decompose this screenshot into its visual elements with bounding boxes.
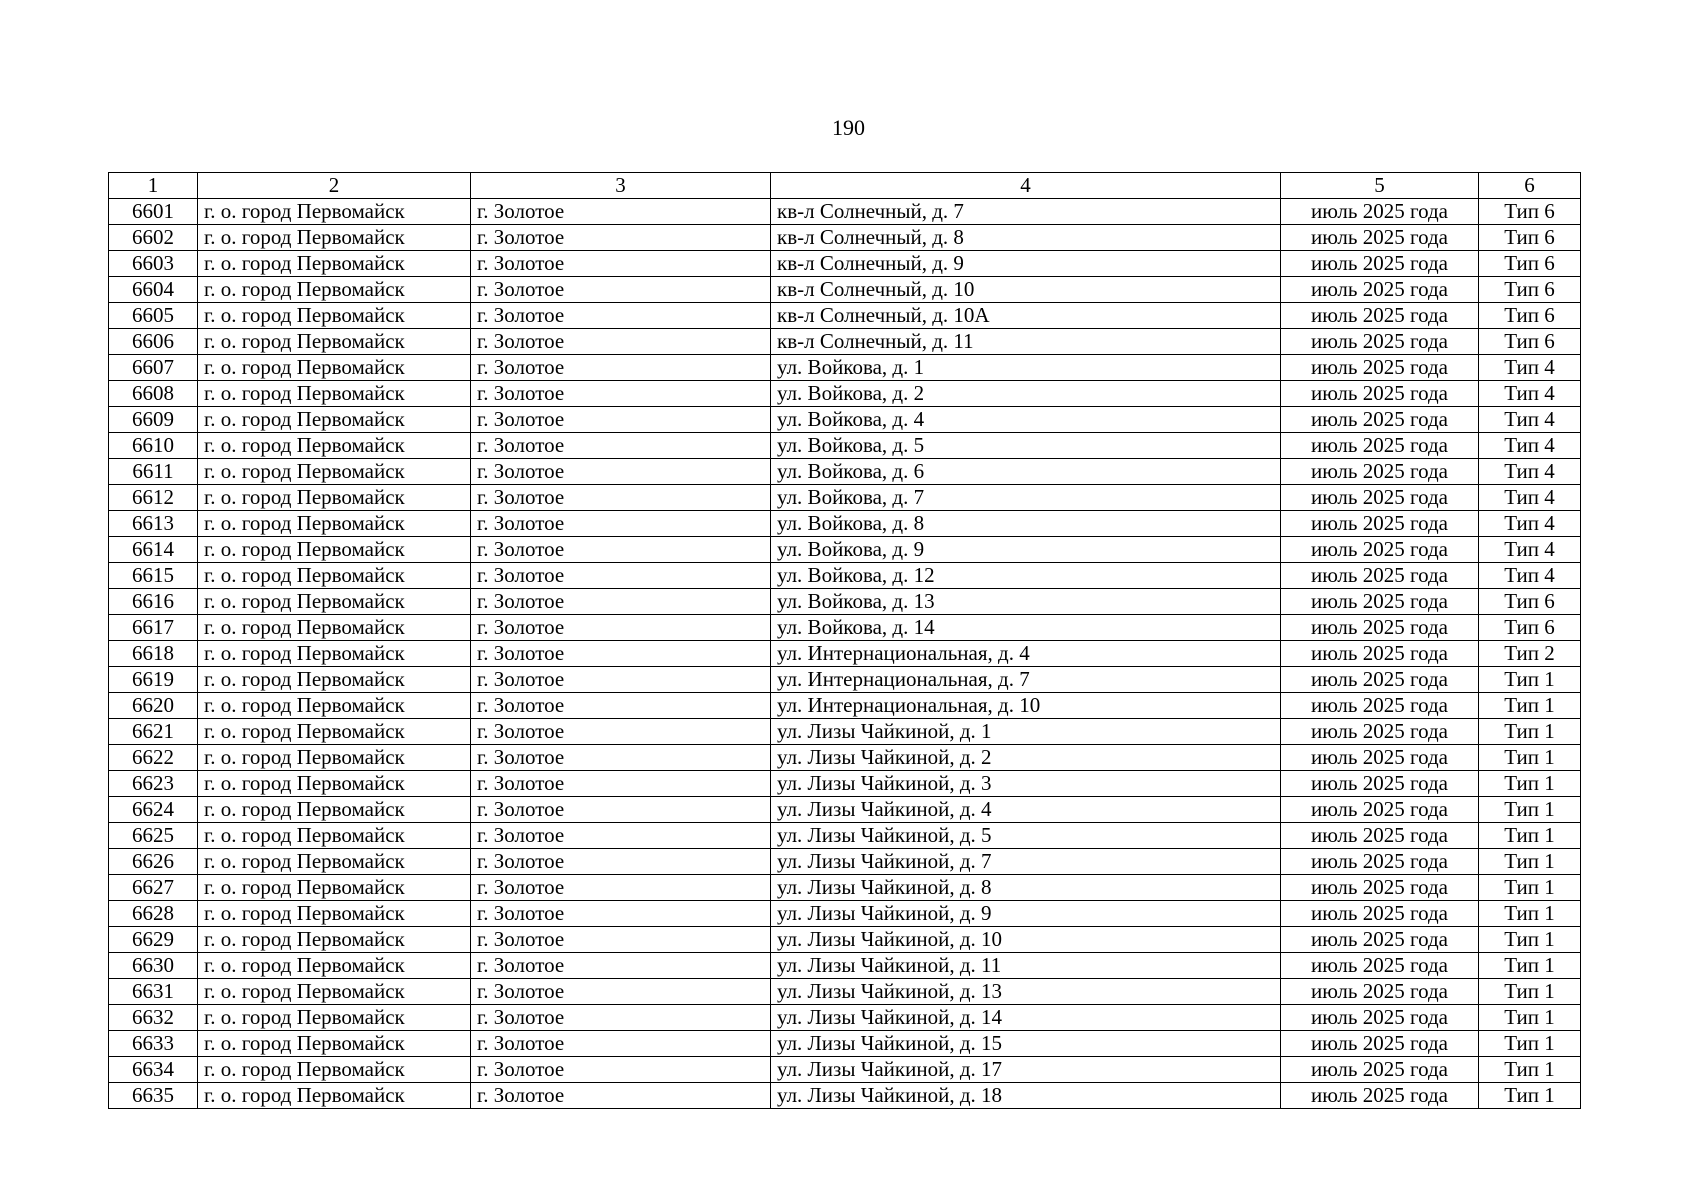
table-row: [109, 745, 1581, 771]
type-cell: Тип 1: [1479, 1031, 1581, 1057]
locality-cell: г. Золотое: [471, 953, 771, 979]
type-cell: Тип 4: [1479, 563, 1581, 589]
row-number: 6632: [109, 1005, 198, 1031]
address-cell: ул. Лизы Чайкиной, д. 13: [771, 979, 1281, 1005]
date-cell: июль 2025 года: [1281, 407, 1479, 433]
table-row: [109, 355, 1581, 381]
row-number: 6635: [109, 1083, 198, 1109]
locality-cell: г. Золотое: [471, 1031, 771, 1057]
locality-cell: г. Золотое: [471, 485, 771, 511]
row-number: 6604: [109, 277, 198, 303]
locality-cell: г. Золотое: [471, 251, 771, 277]
locality-cell: г. Золотое: [471, 797, 771, 823]
row-number: 6631: [109, 979, 198, 1005]
table-row: [109, 381, 1581, 407]
date-cell: июль 2025 года: [1281, 251, 1479, 277]
row-number: 6615: [109, 563, 198, 589]
type-cell: Тип 1: [1479, 979, 1581, 1005]
type-cell: Тип 6: [1479, 303, 1581, 329]
row-number: 6607: [109, 355, 198, 381]
locality-cell: г. Золотое: [471, 303, 771, 329]
table-row: [109, 407, 1581, 433]
municipality-cell: г. о. город Первомайск: [198, 511, 471, 537]
row-number: 6630: [109, 953, 198, 979]
locality-cell: г. Золотое: [471, 641, 771, 667]
type-cell: Тип 1: [1479, 745, 1581, 771]
address-cell: ул. Войкова, д. 2: [771, 381, 1281, 407]
date-cell: июль 2025 года: [1281, 823, 1479, 849]
municipality-cell: г. о. город Первомайск: [198, 979, 471, 1005]
row-number: 6610: [109, 433, 198, 459]
type-cell: Тип 2: [1479, 641, 1581, 667]
row-number: 6602: [109, 225, 198, 251]
locality-cell: г. Золотое: [471, 1005, 771, 1031]
municipality-cell: г. о. город Первомайск: [198, 251, 471, 277]
table-row: [109, 719, 1581, 745]
column-header-3: 3: [471, 173, 771, 199]
locality-cell: г. Золотое: [471, 199, 771, 225]
type-cell: Тип 6: [1479, 199, 1581, 225]
address-cell: кв-л Солнечный, д. 11: [771, 329, 1281, 355]
date-cell: июль 2025 года: [1281, 641, 1479, 667]
column-header-6: 6: [1479, 173, 1581, 199]
date-cell: июль 2025 года: [1281, 1057, 1479, 1083]
table-row: [109, 849, 1581, 875]
date-cell: июль 2025 года: [1281, 485, 1479, 511]
table-row: [109, 1057, 1581, 1083]
date-cell: июль 2025 года: [1281, 927, 1479, 953]
row-number: 6608: [109, 381, 198, 407]
address-cell: ул. Лизы Чайкиной, д. 9: [771, 901, 1281, 927]
municipality-cell: г. о. город Первомайск: [198, 225, 471, 251]
row-number: 6629: [109, 927, 198, 953]
address-cell: ул. Войкова, д. 9: [771, 537, 1281, 563]
municipality-cell: г. о. город Первомайск: [198, 589, 471, 615]
municipality-cell: г. о. город Первомайск: [198, 563, 471, 589]
date-cell: июль 2025 года: [1281, 459, 1479, 485]
municipality-cell: г. о. город Первомайск: [198, 1005, 471, 1031]
type-cell: Тип 6: [1479, 589, 1581, 615]
date-cell: июль 2025 года: [1281, 875, 1479, 901]
locality-cell: г. Золотое: [471, 407, 771, 433]
municipality-cell: г. о. город Первомайск: [198, 407, 471, 433]
address-cell: ул. Лизы Чайкиной, д. 18: [771, 1083, 1281, 1109]
locality-cell: г. Золотое: [471, 563, 771, 589]
municipality-cell: г. о. город Первомайск: [198, 615, 471, 641]
column-header-5: 5: [1281, 173, 1479, 199]
address-cell: ул. Лизы Чайкиной, д. 14: [771, 1005, 1281, 1031]
address-cell: ул. Войкова, д. 12: [771, 563, 1281, 589]
municipality-cell: г. о. город Первомайск: [198, 693, 471, 719]
municipality-cell: г. о. город Первомайск: [198, 459, 471, 485]
locality-cell: г. Золотое: [471, 1083, 771, 1109]
municipality-cell: г. о. город Первомайск: [198, 1057, 471, 1083]
type-cell: Тип 4: [1479, 355, 1581, 381]
address-cell: ул. Лизы Чайкиной, д. 8: [771, 875, 1281, 901]
locality-cell: г. Золотое: [471, 823, 771, 849]
municipality-cell: г. о. город Первомайск: [198, 381, 471, 407]
locality-cell: г. Золотое: [471, 381, 771, 407]
column-header-4: 4: [771, 173, 1281, 199]
locality-cell: г. Золотое: [471, 719, 771, 745]
locality-cell: г. Золотое: [471, 433, 771, 459]
row-number: 6609: [109, 407, 198, 433]
address-cell: кв-л Солнечный, д. 8: [771, 225, 1281, 251]
table-row: [109, 277, 1581, 303]
table-row: [109, 797, 1581, 823]
row-number: 6623: [109, 771, 198, 797]
type-cell: Тип 6: [1479, 329, 1581, 355]
date-cell: июль 2025 года: [1281, 719, 1479, 745]
table-row: [109, 537, 1581, 563]
municipality-cell: г. о. город Первомайск: [198, 771, 471, 797]
municipality-cell: г. о. город Первомайск: [198, 1031, 471, 1057]
table-row: [109, 1031, 1581, 1057]
row-number: 6627: [109, 875, 198, 901]
table-row: [109, 641, 1581, 667]
row-number: 6617: [109, 615, 198, 641]
municipality-cell: г. о. город Первомайск: [198, 927, 471, 953]
type-cell: Тип 6: [1479, 225, 1581, 251]
address-cell: ул. Войкова, д. 1: [771, 355, 1281, 381]
date-cell: июль 2025 года: [1281, 199, 1479, 225]
address-cell: ул. Лизы Чайкиной, д. 5: [771, 823, 1281, 849]
type-cell: Тип 4: [1479, 433, 1581, 459]
locality-cell: г. Золотое: [471, 875, 771, 901]
row-number: 6601: [109, 199, 198, 225]
table-row: [109, 901, 1581, 927]
header-row: [109, 173, 1581, 199]
type-cell: Тип 1: [1479, 953, 1581, 979]
table-row: [109, 927, 1581, 953]
locality-cell: г. Золотое: [471, 537, 771, 563]
date-cell: июль 2025 года: [1281, 615, 1479, 641]
date-cell: июль 2025 года: [1281, 329, 1479, 355]
municipality-cell: г. о. город Первомайск: [198, 875, 471, 901]
table-row: [109, 615, 1581, 641]
address-cell: ул. Войкова, д. 7: [771, 485, 1281, 511]
type-cell: Тип 1: [1479, 1005, 1581, 1031]
locality-cell: г. Золотое: [471, 849, 771, 875]
table-row: [109, 329, 1581, 355]
address-cell: кв-л Солнечный, д. 9: [771, 251, 1281, 277]
table-row: [109, 459, 1581, 485]
address-cell: ул. Лизы Чайкиной, д. 4: [771, 797, 1281, 823]
locality-cell: г. Золотое: [471, 355, 771, 381]
address-cell: ул. Войкова, д. 4: [771, 407, 1281, 433]
table-row: [109, 667, 1581, 693]
type-cell: Тип 1: [1479, 797, 1581, 823]
address-cell: ул. Интернациональная, д. 7: [771, 667, 1281, 693]
municipality-cell: г. о. город Первомайск: [198, 953, 471, 979]
row-number: 6633: [109, 1031, 198, 1057]
type-cell: Тип 1: [1479, 693, 1581, 719]
municipality-cell: г. о. город Первомайск: [198, 277, 471, 303]
type-cell: Тип 1: [1479, 875, 1581, 901]
address-cell: ул. Лизы Чайкиной, д. 15: [771, 1031, 1281, 1057]
locality-cell: г. Золотое: [471, 459, 771, 485]
type-cell: Тип 1: [1479, 771, 1581, 797]
date-cell: июль 2025 года: [1281, 589, 1479, 615]
date-cell: июль 2025 года: [1281, 277, 1479, 303]
address-cell: кв-л Солнечный, д. 10А: [771, 303, 1281, 329]
table-row: [109, 303, 1581, 329]
type-cell: Тип 6: [1479, 615, 1581, 641]
locality-cell: г. Золотое: [471, 667, 771, 693]
municipality-cell: г. о. город Первомайск: [198, 355, 471, 381]
table-row: [109, 771, 1581, 797]
row-number: 6634: [109, 1057, 198, 1083]
address-cell: ул. Интернациональная, д. 4: [771, 641, 1281, 667]
row-number: 6606: [109, 329, 198, 355]
table-row: [109, 199, 1581, 225]
locality-cell: г. Золотое: [471, 329, 771, 355]
type-cell: Тип 4: [1479, 459, 1581, 485]
date-cell: июль 2025 года: [1281, 745, 1479, 771]
date-cell: июль 2025 года: [1281, 1005, 1479, 1031]
date-cell: июль 2025 года: [1281, 225, 1479, 251]
type-cell: Тип 1: [1479, 823, 1581, 849]
date-cell: июль 2025 года: [1281, 979, 1479, 1005]
locality-cell: г. Золотое: [471, 927, 771, 953]
row-number: 6621: [109, 719, 198, 745]
address-cell: кв-л Солнечный, д. 7: [771, 199, 1281, 225]
date-cell: июль 2025 года: [1281, 303, 1479, 329]
locality-cell: г. Золотое: [471, 771, 771, 797]
address-cell: ул. Войкова, д. 6: [771, 459, 1281, 485]
table-header: [109, 173, 1581, 199]
table-row: [109, 693, 1581, 719]
row-number: 6605: [109, 303, 198, 329]
municipality-cell: г. о. город Первомайск: [198, 303, 471, 329]
municipality-cell: г. о. город Первомайск: [198, 199, 471, 225]
address-cell: ул. Войкова, д. 14: [771, 615, 1281, 641]
row-number: 6616: [109, 589, 198, 615]
address-cell: ул. Лизы Чайкиной, д. 10: [771, 927, 1281, 953]
municipality-cell: г. о. город Первомайск: [198, 901, 471, 927]
municipality-cell: г. о. город Первомайск: [198, 745, 471, 771]
municipality-cell: г. о. город Первомайск: [198, 329, 471, 355]
type-cell: Тип 1: [1479, 719, 1581, 745]
municipality-cell: г. о. город Первомайск: [198, 719, 471, 745]
type-cell: Тип 4: [1479, 537, 1581, 563]
table-row: [109, 511, 1581, 537]
row-number: 6612: [109, 485, 198, 511]
address-cell: ул. Лизы Чайкиной, д. 1: [771, 719, 1281, 745]
address-cell: ул. Интернациональная, д. 10: [771, 693, 1281, 719]
municipality-cell: г. о. город Первомайск: [198, 667, 471, 693]
row-number: 6622: [109, 745, 198, 771]
table-row: [109, 1005, 1581, 1031]
registry-table: [108, 172, 1581, 1109]
table-row: [109, 433, 1581, 459]
type-cell: Тип 4: [1479, 511, 1581, 537]
row-number: 6614: [109, 537, 198, 563]
type-cell: Тип 1: [1479, 667, 1581, 693]
address-cell: ул. Войкова, д. 13: [771, 589, 1281, 615]
column-header-2: 2: [198, 173, 471, 199]
type-cell: Тип 1: [1479, 1083, 1581, 1109]
date-cell: июль 2025 года: [1281, 381, 1479, 407]
locality-cell: г. Золотое: [471, 745, 771, 771]
type-cell: Тип 4: [1479, 407, 1581, 433]
row-number: 6619: [109, 667, 198, 693]
address-cell: ул. Лизы Чайкиной, д. 2: [771, 745, 1281, 771]
date-cell: июль 2025 года: [1281, 693, 1479, 719]
type-cell: Тип 1: [1479, 1057, 1581, 1083]
address-cell: кв-л Солнечный, д. 10: [771, 277, 1281, 303]
table-row: [109, 589, 1581, 615]
row-number: 6624: [109, 797, 198, 823]
date-cell: июль 2025 года: [1281, 849, 1479, 875]
type-cell: Тип 1: [1479, 849, 1581, 875]
table-row: [109, 953, 1581, 979]
page-number: 190: [832, 115, 865, 140]
address-cell: ул. Лизы Чайкиной, д. 17: [771, 1057, 1281, 1083]
table-row: [109, 1083, 1581, 1109]
municipality-cell: г. о. город Первомайск: [198, 1083, 471, 1109]
locality-cell: г. Золотое: [471, 979, 771, 1005]
table-body: [109, 199, 1581, 1109]
locality-cell: г. Золотое: [471, 225, 771, 251]
municipality-cell: г. о. город Первомайск: [198, 433, 471, 459]
date-cell: июль 2025 года: [1281, 1031, 1479, 1057]
type-cell: Тип 6: [1479, 277, 1581, 303]
row-number: 6620: [109, 693, 198, 719]
municipality-cell: г. о. город Первомайск: [198, 823, 471, 849]
table-row: [109, 563, 1581, 589]
table-row: [109, 823, 1581, 849]
row-number: 6613: [109, 511, 198, 537]
row-number: 6611: [109, 459, 198, 485]
column-header-1: 1: [109, 173, 198, 199]
row-number: 6603: [109, 251, 198, 277]
locality-cell: г. Золотое: [471, 693, 771, 719]
locality-cell: г. Золотое: [471, 1057, 771, 1083]
locality-cell: г. Золотое: [471, 511, 771, 537]
date-cell: июль 2025 года: [1281, 563, 1479, 589]
row-number: 6618: [109, 641, 198, 667]
date-cell: июль 2025 года: [1281, 355, 1479, 381]
table-row: [109, 485, 1581, 511]
date-cell: июль 2025 года: [1281, 771, 1479, 797]
municipality-cell: г. о. город Первомайск: [198, 641, 471, 667]
table-row: [109, 875, 1581, 901]
address-cell: ул. Лизы Чайкиной, д. 7: [771, 849, 1281, 875]
municipality-cell: г. о. город Первомайск: [198, 485, 471, 511]
table-row: [109, 251, 1581, 277]
address-cell: ул. Войкова, д. 8: [771, 511, 1281, 537]
date-cell: июль 2025 года: [1281, 511, 1479, 537]
date-cell: июль 2025 года: [1281, 953, 1479, 979]
table-row: [109, 225, 1581, 251]
row-number: 6626: [109, 849, 198, 875]
date-cell: июль 2025 года: [1281, 433, 1479, 459]
date-cell: июль 2025 года: [1281, 901, 1479, 927]
row-number: 6628: [109, 901, 198, 927]
date-cell: июль 2025 года: [1281, 1083, 1479, 1109]
type-cell: Тип 1: [1479, 927, 1581, 953]
municipality-cell: г. о. город Первомайск: [198, 797, 471, 823]
date-cell: июль 2025 года: [1281, 797, 1479, 823]
address-cell: ул. Войкова, д. 5: [771, 433, 1281, 459]
locality-cell: г. Золотое: [471, 277, 771, 303]
type-cell: Тип 4: [1479, 485, 1581, 511]
address-cell: ул. Лизы Чайкиной, д. 3: [771, 771, 1281, 797]
type-cell: Тип 4: [1479, 381, 1581, 407]
locality-cell: г. Золотое: [471, 615, 771, 641]
date-cell: июль 2025 года: [1281, 667, 1479, 693]
table-row: [109, 979, 1581, 1005]
type-cell: Тип 6: [1479, 251, 1581, 277]
type-cell: Тип 1: [1479, 901, 1581, 927]
locality-cell: г. Золотое: [471, 589, 771, 615]
row-number: 6625: [109, 823, 198, 849]
locality-cell: г. Золотое: [471, 901, 771, 927]
municipality-cell: г. о. город Первомайск: [198, 537, 471, 563]
address-cell: ул. Лизы Чайкиной, д. 11: [771, 953, 1281, 979]
municipality-cell: г. о. город Первомайск: [198, 849, 471, 875]
date-cell: июль 2025 года: [1281, 537, 1479, 563]
